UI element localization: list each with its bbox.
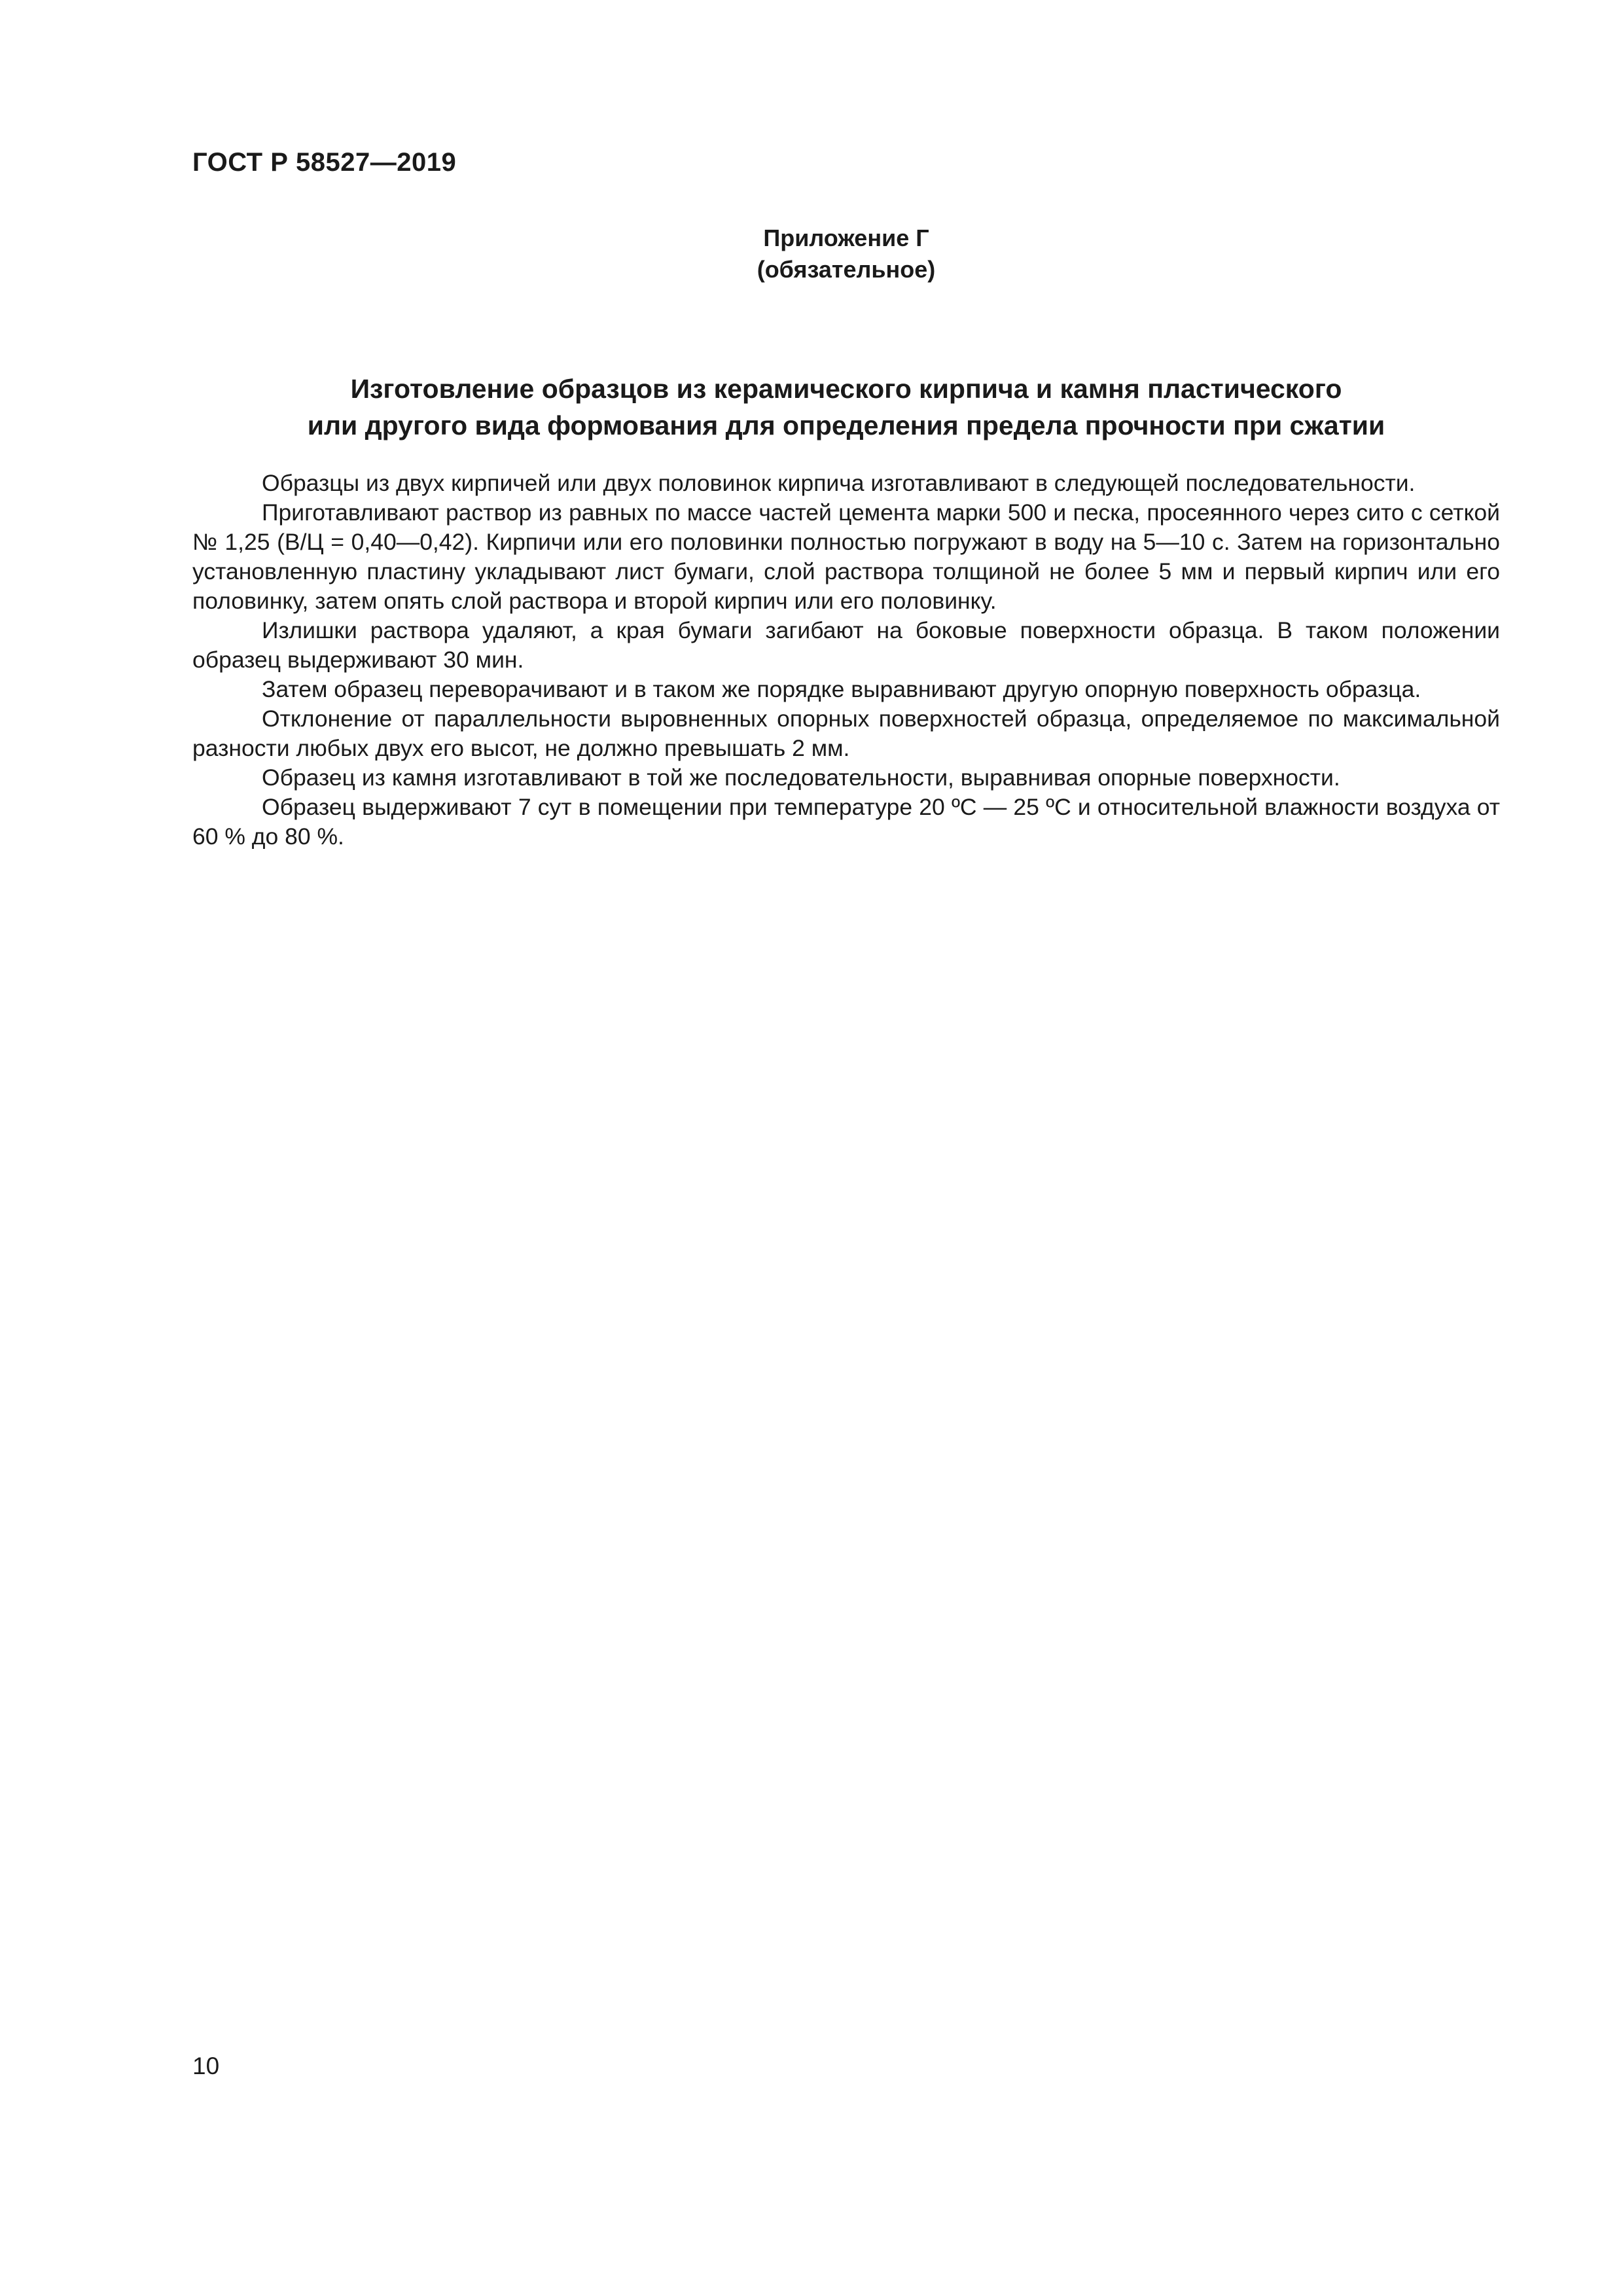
section-title-line-1: Изготовление образцов из керамического кирпича и камня пластического xyxy=(350,374,1342,404)
body-text xyxy=(192,469,1500,852)
appendix-status: (обязательное) xyxy=(757,256,936,283)
paragraph-2: Приготавливают раствор из равных по массе частей цемента марки 500 и песка, просеянного через сито с сеткой № 1,25 (В/Ц = 0,40—0,42). Кирпичи или его половинки полностью погружают в воду на 5—10 с. Затем на горизонтально установленную пластину укладывают лист бумаги, слой раствора толщиной не более 5 мм и первый кирпич или его половинку, затем опять слой раствора и второй кирпич или его половинку. xyxy=(192,499,1500,614)
section-title-line-2: или другого вида формования для определения предела прочности при сжатии xyxy=(307,410,1385,440)
appendix-label: Приложение Г xyxy=(763,224,929,251)
paragraph-1: Образцы из двух кирпичей или двух половинок кирпича изготавливают в следующей последовательности. xyxy=(262,470,1416,496)
paragraph-5: Отклонение от параллельности выровненных опорных поверхностей образца, определяемое по максимальной разности любых двух его высот, не должно превышать 2 мм. xyxy=(192,706,1500,761)
paragraph-3: Излишки раствора удаляют, а края бумаги загибают на боковые поверхности образца. В таком положении образец выдерживают 30 мин. xyxy=(192,617,1500,673)
section-title xyxy=(192,370,1500,444)
paragraph-6: Образец из камня изготавливают в той же последовательности, выравнивая опорные поверхности. xyxy=(262,764,1340,791)
page-number: 10 xyxy=(192,2053,220,2079)
paragraph-7: Образец выдерживают 7 сут в помещении при температуре 20 ºС — 25 ºС и относительной влажности воздуха от 60 % до 80 %. xyxy=(192,794,1500,850)
document-code-header: ГОСТ Р 58527—2019 xyxy=(192,148,457,177)
paragraph-4: Затем образец переворачивают и в таком же порядке выравнивают другую опорную поверхность образца. xyxy=(262,676,1421,702)
appendix-heading xyxy=(192,223,1500,285)
